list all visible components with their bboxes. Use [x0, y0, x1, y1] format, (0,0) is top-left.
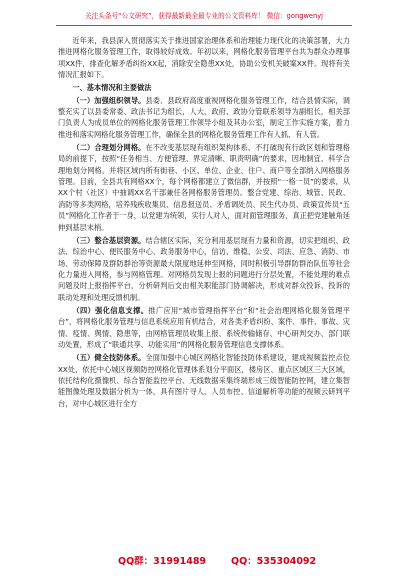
item-1-title: （一）加强组织领导。 — [72, 95, 146, 105]
qq-group-label: QQ群：31991489 — [118, 556, 207, 567]
section-heading: 一、基本情况和主要做法 — [72, 83, 152, 93]
item-2-paragraph — [58, 142, 350, 233]
item-4-body: 推广应用“城市管理指挥平台”和“社会治理网格化服务管理平台”，将网格化服务管理与信息系统应用有机结合，对各类矛盾纠纷、案件、事件、事故、灾情、疫情、舆情、隐患等，由网格管理员收集上报、系统传输储存、中心研判交办、部门联动处置，形成了“联通共享、功能实用”的网格化服务管理信息支撑体系。 — [58, 305, 350, 349]
item-2-title: （二）合理划分网格。 — [72, 143, 146, 153]
header-divider — [56, 25, 352, 26]
item-1-body: 县委、县政府高度重视网格化服务管理工作，结合县情实际，调整充实了以县委常委、政法书记为组长，人大、政府、政协分管联系领导为副组长，相关部门负责人为成员单位的网格化服务管理工作领导小组及其办公室，制定工作实施方案，着力推进和落实网格化服务管理工作，确保全县的网格化服务管理工作有人抓、有人管。 — [58, 95, 350, 139]
item-2-body: 在不改变基层现有组织架构体系、不打破现有行政区划和管理格局的前提下，按照“任务相当、方便管理、界定清晰、职责明确”的要求，因地制宜、科学合理地划分网格。并将区域内所有街巷、小区、单位、企业、住户、商户等全部纳入网格服务管理。目前，全县共有网格XX个，每个网格都建立了微信群，并按照“一格一员”的要求，从XX个村（社区）中抽调XX名干部兼任各网格服务管理员。整合党建、综治、城管、民政、消防等多类网格，培养残疾收集员、信息报送员、矛盾调处员、民生代办员、政策宣传员“五员”网格化工作者于一身，以党建为统领，实行人对人，面对面管理服务，真正把党建触角延伸到基层末梢。 — [58, 143, 350, 232]
item-4-paragraph — [58, 305, 350, 350]
qq-contact-label: QQ：535304092 — [231, 556, 317, 567]
item-5-paragraph — [58, 352, 350, 409]
item-1-paragraph — [58, 95, 350, 140]
item-5-body: 全面加强中心城区网格化智能技防体系建设，建成视频监控点位XX处，依托中心城区视频防控网格化管理体系划分平面区，楼房区、重点区域区三大区域，依托结构化摄像机、综合智能监控平台、无线数据采集终端形成三级智能防控网，建立集智能图像处理及数据分析为一体，具有图片寻人、人员布控、信道解析等功能的视频云研判平台，对中心城区进行全方 — [58, 353, 350, 408]
page-footer — [0, 553, 408, 571]
item-4-title: （四）强化信息支撑。 — [72, 305, 149, 315]
intro-paragraph: 近年来，我县深入贯彻落实关于推进国家治理体系和治理能力现代化的决策部署，大力推进网格化服务管理工作，取得较好成效。年初以来，网格化服务管理平台共为群众办理事项XX件，排查化解矛盾纠纷XX起，消除安全隐患XX处，协助公安机关破案XX件。现将有关情况汇报如下。 — [58, 36, 350, 80]
document-body — [58, 35, 350, 409]
item-3-body: 结合辖区实际，充分利用基层现有力量和资源，切实把组织、政法、综治中心、便民服务中心、政务服务中心，信访、维稳、公安、司法、应急、消防、市场、劳动保障及群防群治等资源最大限度地延伸至网格，同时积极引导群防群治队伍等社会化力量进入网格，参与网格管理。对网格员发现上报的问题进行分层处置，不能处理的难点问题及时上报指挥平台，分析研判后交由相关职能部门协调解决，形成对群众投诉、投诉的联动处理和处理反馈机制。 — [58, 235, 350, 302]
item-3-paragraph — [58, 235, 350, 303]
top-banner: 关注头条号“公文研究”，获得最新最全最专业的公文资料库！ 微信：gongwenyj — [84, 12, 324, 20]
item-5-title: （五）健全技防体系。 — [72, 353, 146, 363]
item-3-title: （三）整合基层资源。 — [72, 235, 146, 245]
